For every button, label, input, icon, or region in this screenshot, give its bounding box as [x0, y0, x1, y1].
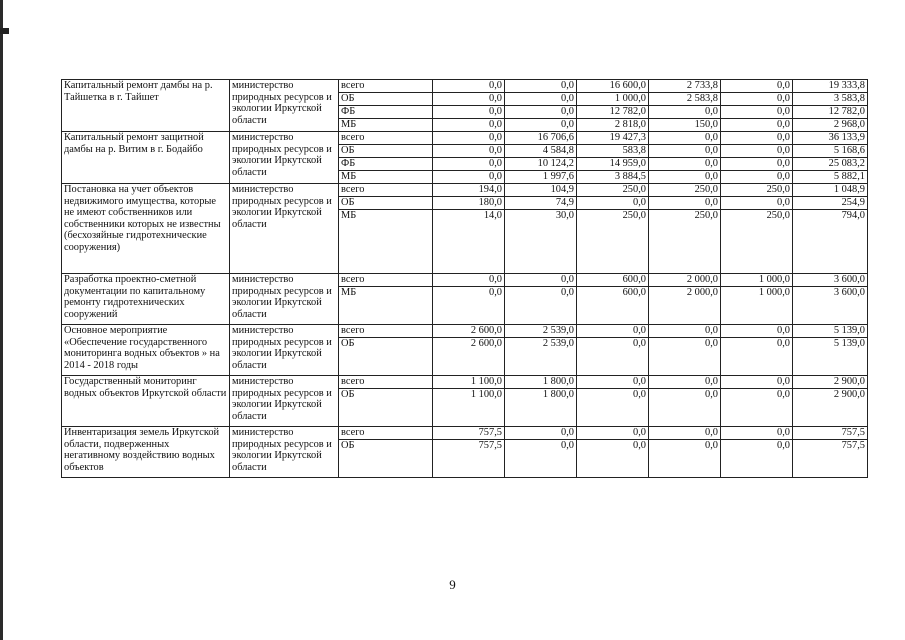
value-cell: 0,0	[433, 93, 505, 106]
value-cell: 0,0	[577, 376, 649, 389]
activity-name: Инвентаризация земель Иркутской области, подверженных негативному воздействию водных объектов	[62, 427, 230, 478]
funding-source: всего	[339, 184, 433, 197]
value-cell: 0,0	[721, 338, 793, 376]
value-cell: 1 000,0	[577, 93, 649, 106]
funding-source: ОБ	[339, 197, 433, 210]
scan-mark	[0, 28, 9, 34]
value-cell: 0,0	[721, 119, 793, 132]
value-cell: 250,0	[577, 210, 649, 274]
funding-source: ОБ	[339, 338, 433, 376]
value-cell: 0,0	[721, 325, 793, 338]
budget-table	[61, 79, 868, 478]
total-cell: 3 600,0	[793, 287, 868, 325]
funding-source: МБ	[339, 210, 433, 274]
value-cell: 16 706,6	[505, 132, 577, 145]
value-cell: 0,0	[649, 106, 721, 119]
funding-source: всего	[339, 274, 433, 287]
value-cell: 30,0	[505, 210, 577, 274]
value-cell: 0,0	[505, 440, 577, 478]
value-cell: 0,0	[577, 389, 649, 427]
value-cell: 74,9	[505, 197, 577, 210]
value-cell: 1 100,0	[433, 376, 505, 389]
value-cell: 1 800,0	[505, 376, 577, 389]
total-cell: 1 048,9	[793, 184, 868, 197]
funding-source: ОБ	[339, 440, 433, 478]
value-cell: 0,0	[649, 158, 721, 171]
value-cell: 4 584,8	[505, 145, 577, 158]
activity-name: Государственный мониторинг водных объектов Иркутской области	[62, 376, 230, 427]
value-cell: 0,0	[649, 427, 721, 440]
activity-name: Капитальный ремонт защитной дамбы на р. Витим в г. Бодайбо	[62, 132, 230, 184]
executor: министерство природных ресурсов и экологии Иркутской области	[230, 80, 339, 132]
value-cell: 250,0	[721, 184, 793, 197]
value-cell: 0,0	[433, 274, 505, 287]
value-cell: 600,0	[577, 287, 649, 325]
scan-edge	[0, 0, 3, 640]
table-body	[62, 80, 868, 478]
total-cell: 5 882,1	[793, 171, 868, 184]
table-row	[62, 427, 868, 440]
value-cell: 250,0	[577, 184, 649, 197]
page-number: 9	[449, 577, 456, 592]
value-cell: 0,0	[577, 427, 649, 440]
executor: министерство природных ресурсов и экологии Иркутской области	[230, 132, 339, 184]
table-row	[62, 132, 868, 145]
value-cell: 0,0	[721, 389, 793, 427]
value-cell: 0,0	[577, 440, 649, 478]
value-cell: 2 000,0	[649, 274, 721, 287]
total-cell: 794,0	[793, 210, 868, 274]
value-cell: 0,0	[577, 338, 649, 376]
value-cell: 0,0	[433, 80, 505, 93]
value-cell: 0,0	[721, 171, 793, 184]
activity-name: Постановка на учет объектов недвижимого имущества, которые не имеют собственников или собственники которых не известны (бесхозяйные гидротехнические сооружения)	[62, 184, 230, 274]
total-cell: 2 900,0	[793, 376, 868, 389]
funding-source: всего	[339, 376, 433, 389]
value-cell: 16 600,0	[577, 80, 649, 93]
total-cell: 757,5	[793, 440, 868, 478]
funding-source: ОБ	[339, 93, 433, 106]
value-cell: 0,0	[433, 106, 505, 119]
table-row	[62, 184, 868, 197]
value-cell: 0,0	[505, 119, 577, 132]
value-cell: 0,0	[721, 440, 793, 478]
total-cell: 3 583,8	[793, 93, 868, 106]
value-cell: 0,0	[721, 132, 793, 145]
value-cell: 2 733,8	[649, 80, 721, 93]
value-cell: 0,0	[505, 93, 577, 106]
total-cell: 2 900,0	[793, 389, 868, 427]
table-row	[62, 274, 868, 287]
value-cell: 600,0	[577, 274, 649, 287]
value-cell: 0,0	[433, 171, 505, 184]
value-cell: 0,0	[505, 427, 577, 440]
value-cell: 0,0	[433, 158, 505, 171]
value-cell: 180,0	[433, 197, 505, 210]
value-cell: 0,0	[649, 389, 721, 427]
value-cell: 0,0	[649, 325, 721, 338]
value-cell: 757,5	[433, 440, 505, 478]
funding-source: МБ	[339, 287, 433, 325]
total-cell: 3 600,0	[793, 274, 868, 287]
value-cell: 250,0	[721, 210, 793, 274]
total-cell: 12 782,0	[793, 106, 868, 119]
value-cell: 250,0	[649, 210, 721, 274]
value-cell: 1 000,0	[721, 274, 793, 287]
total-cell: 5 168,6	[793, 145, 868, 158]
value-cell: 2 539,0	[505, 325, 577, 338]
value-cell: 0,0	[721, 106, 793, 119]
value-cell: 1 800,0	[505, 389, 577, 427]
value-cell: 0,0	[433, 145, 505, 158]
value-cell: 14 959,0	[577, 158, 649, 171]
value-cell: 2 818,0	[577, 119, 649, 132]
total-cell: 254,9	[793, 197, 868, 210]
value-cell: 0,0	[577, 197, 649, 210]
value-cell: 2 000,0	[649, 287, 721, 325]
value-cell: 0,0	[721, 158, 793, 171]
table-row	[62, 80, 868, 93]
value-cell: 10 124,2	[505, 158, 577, 171]
funding-source: ОБ	[339, 389, 433, 427]
value-cell: 12 782,0	[577, 106, 649, 119]
funding-source: ОБ	[339, 145, 433, 158]
value-cell: 0,0	[505, 287, 577, 325]
value-cell: 0,0	[649, 145, 721, 158]
value-cell: 0,0	[433, 287, 505, 325]
value-cell: 0,0	[721, 80, 793, 93]
funding-source: ФБ	[339, 106, 433, 119]
funding-source: ФБ	[339, 158, 433, 171]
value-cell: 0,0	[505, 106, 577, 119]
total-cell: 19 333,8	[793, 80, 868, 93]
value-cell: 0,0	[721, 197, 793, 210]
value-cell: 0,0	[649, 440, 721, 478]
value-cell: 0,0	[433, 119, 505, 132]
value-cell: 0,0	[649, 132, 721, 145]
funding-source: МБ	[339, 119, 433, 132]
value-cell: 0,0	[649, 197, 721, 210]
total-cell: 36 133,9	[793, 132, 868, 145]
total-cell: 5 139,0	[793, 338, 868, 376]
value-cell: 0,0	[577, 325, 649, 338]
value-cell: 1 100,0	[433, 389, 505, 427]
value-cell: 2 600,0	[433, 325, 505, 338]
executor: министерство природных ресурсов и экологии Иркутской области	[230, 427, 339, 478]
funding-source: всего	[339, 325, 433, 338]
value-cell: 0,0	[721, 93, 793, 106]
value-cell: 3 884,5	[577, 171, 649, 184]
value-cell: 2 600,0	[433, 338, 505, 376]
funding-source: всего	[339, 80, 433, 93]
value-cell: 0,0	[721, 427, 793, 440]
executor: министерство природных ресурсов и экологии Иркутской области	[230, 184, 339, 274]
value-cell: 0,0	[649, 338, 721, 376]
value-cell: 583,8	[577, 145, 649, 158]
value-cell: 2 583,8	[649, 93, 721, 106]
funding-source: всего	[339, 132, 433, 145]
value-cell: 0,0	[649, 171, 721, 184]
funding-source: всего	[339, 427, 433, 440]
total-cell: 25 083,2	[793, 158, 868, 171]
value-cell: 757,5	[433, 427, 505, 440]
executor: министерство природных ресурсов и экологии Иркутской области	[230, 274, 339, 325]
value-cell: 1 997,6	[505, 171, 577, 184]
value-cell: 194,0	[433, 184, 505, 197]
value-cell: 104,9	[505, 184, 577, 197]
total-cell: 757,5	[793, 427, 868, 440]
value-cell: 2 539,0	[505, 338, 577, 376]
total-cell: 5 139,0	[793, 325, 868, 338]
funding-source: МБ	[339, 171, 433, 184]
table-row	[62, 325, 868, 338]
activity-name: Разработка проектно-сметной документации по капитальному ремонту гидротехнических сооружений	[62, 274, 230, 325]
value-cell: 0,0	[649, 376, 721, 389]
value-cell: 0,0	[433, 132, 505, 145]
value-cell: 0,0	[721, 145, 793, 158]
value-cell: 19 427,3	[577, 132, 649, 145]
activity-name: Капитальный ремонт дамбы на р. Тайшетка в г. Тайшет	[62, 80, 230, 132]
executor: министерство природных ресурсов и экологии Иркутской области	[230, 325, 339, 376]
value-cell: 0,0	[505, 274, 577, 287]
executor: министерство природных ресурсов и экологии Иркутской области	[230, 376, 339, 427]
value-cell: 1 000,0	[721, 287, 793, 325]
value-cell: 0,0	[721, 376, 793, 389]
value-cell: 250,0	[649, 184, 721, 197]
value-cell: 0,0	[505, 80, 577, 93]
value-cell: 14,0	[433, 210, 505, 274]
activity-name: Основное мероприятие «Обеспечение государственного мониторинга водных объектов » на 2014 - 2018 годы	[62, 325, 230, 376]
table-row	[62, 376, 868, 389]
value-cell: 150,0	[649, 119, 721, 132]
total-cell: 2 968,0	[793, 119, 868, 132]
